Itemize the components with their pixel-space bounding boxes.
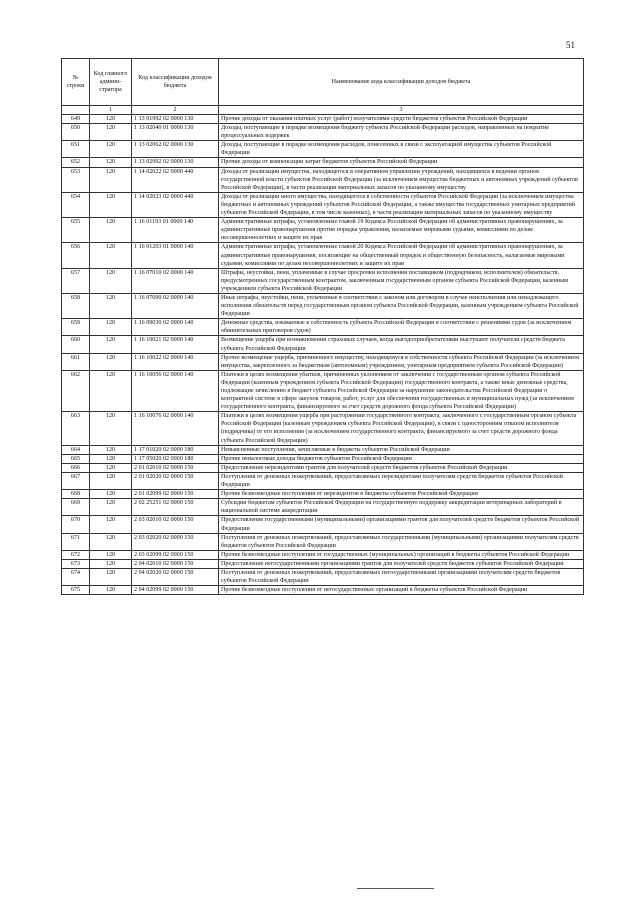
row-number-cell: 657 bbox=[62, 268, 90, 293]
row-number-cell: 672 bbox=[62, 550, 90, 559]
class-code-cell: 1 16 10056 02 0000 140 bbox=[132, 370, 219, 411]
admin-code-cell: 120 bbox=[90, 568, 132, 585]
class-code-cell: 2 01 02010 02 0000 150 bbox=[132, 463, 219, 472]
description-cell: Доходы от реализации иного имущества, находящегося в собственности субъектов Российской Федерации (за исключением имущества бюджетных и автономных учреждений субъектов Российской Федерации, а также имущества государственных унитарных предприятий субъектов Российской Федерации, в том числе казенных), в части реализации материальных запасов по указанному имуществу bbox=[219, 192, 584, 217]
admin-code-cell: 120 bbox=[90, 370, 132, 411]
class-code-cell: 2 04 02020 02 0000 150 bbox=[132, 568, 219, 585]
class-code-cell: 1 16 10022 02 0000 140 bbox=[132, 353, 219, 370]
class-code-cell: 2 04 02010 02 0000 150 bbox=[132, 559, 219, 568]
description-cell: Предоставление государственными (муниципальными) организациями грантов для получателей средств бюджетов субъектов Российской Федерации bbox=[219, 516, 584, 533]
header-name: Наименование кода классификации доходов бюджета bbox=[219, 59, 584, 106]
header-class-code: Код классификации доходов бюджета bbox=[132, 59, 219, 106]
row-number-cell: 658 bbox=[62, 293, 90, 318]
table-row bbox=[62, 218, 584, 243]
description-cell: Поступления от денежных пожертвований, предоставляемых государственными (муниципальными) организациями получателям средств бюджетов субъектов Российской Федерации bbox=[219, 533, 584, 550]
row-number-cell: 668 bbox=[62, 490, 90, 499]
table-row bbox=[62, 319, 584, 336]
description-cell: Административные штрафы, установленные главой 20 Кодекса Российской Федерации об административных правонарушениях, за административные правонарушения, посягающие на общественный порядок и общественную безопасность, налагаемые мировыми судьями, комиссиями по делам несовершеннолетних и защите их прав bbox=[219, 243, 584, 268]
class-code-cell: 1 16 09030 02 0000 140 bbox=[132, 319, 219, 336]
table-row bbox=[62, 516, 584, 533]
admin-code-cell: 120 bbox=[90, 218, 132, 243]
admin-code-cell: 120 bbox=[90, 353, 132, 370]
admin-code-cell: 120 bbox=[90, 268, 132, 293]
row-number-cell: 667 bbox=[62, 472, 90, 489]
class-code-cell: 2 03 02020 02 0000 150 bbox=[132, 533, 219, 550]
description-cell: Поступления от денежных пожертвований, предоставляемых нерезидентами получателям средств бюджетов субъектов Российской Федерации bbox=[219, 472, 584, 489]
admin-code-cell: 120 bbox=[90, 499, 132, 516]
description-cell: Прочие доходы от компенсации затрат бюджетов субъектов Российской Федерации bbox=[219, 158, 584, 167]
table-row bbox=[62, 463, 584, 472]
description-cell: Платежи в целях возмещения ущерба при расторжении государственного контракта, заключенного с государственным органом субъекта Российской Федерации (казенным учреждением субъекта Российской Федерации), в связи с односторонним отказом исполнителя (подрядчика) от его исполнения (за исключением государственного контракта, финансируемого за счет средств дорожного фонда субъекта Российской Федерации) bbox=[219, 412, 584, 445]
description-cell: Прочие неналоговые доходы бюджетов субъектов Российской Федерации bbox=[219, 454, 584, 463]
class-code-cell: 1 16 10076 02 0000 140 bbox=[132, 412, 219, 445]
table-row bbox=[62, 293, 584, 318]
row-number-cell: 659 bbox=[62, 319, 90, 336]
row-number-cell: 664 bbox=[62, 445, 90, 454]
table-row bbox=[62, 472, 584, 489]
header-index: 2 bbox=[132, 106, 219, 115]
admin-code-cell: 120 bbox=[90, 115, 132, 124]
table-row bbox=[62, 353, 584, 370]
description-cell: Прочие безвозмездные поступления от нерезидентов в бюджеты субъектов Российской Федерации bbox=[219, 490, 584, 499]
description-cell: Поступления от денежных пожертвований, предоставляемых негосударственными организациями получателям средств бюджетов субъектов Российской Федерации bbox=[219, 568, 584, 585]
class-code-cell: 1 14 02023 02 0000 440 bbox=[132, 192, 219, 217]
page-number: 51 bbox=[566, 40, 575, 50]
class-code-cell: 2 03 02099 02 0000 150 bbox=[132, 550, 219, 559]
description-cell: Денежные средства, изымаемые в собственность субъекта Российской Федерации в соответствии с решениями судов (за исключением обвинительных приговоров судов) bbox=[219, 319, 584, 336]
description-cell: Доходы от реализации имущества, находящегося в оперативном управлении учреждений, находящихся в ведении органов государственной власти субъектов Российской Федерации (за исключением имущества бюджетных и автономных учреждений субъектов Российской Федерации), в части реализации материальных запасов по указанному имуществу bbox=[219, 167, 584, 192]
class-code-cell: 1 16 01203 01 0000 140 bbox=[132, 243, 219, 268]
admin-code-cell: 120 bbox=[90, 192, 132, 217]
class-code-cell: 1 17 05020 02 0000 180 bbox=[132, 454, 219, 463]
header-admin-code: Код главного админи-стратора bbox=[90, 59, 132, 106]
table-row bbox=[62, 559, 584, 568]
admin-code-cell: 120 bbox=[90, 463, 132, 472]
admin-code-cell: 120 bbox=[90, 445, 132, 454]
row-number-cell: 663 bbox=[62, 412, 90, 445]
description-cell: Предоставление нерезидентами грантов для получателей средств бюджетов субъектов Российской Федерации bbox=[219, 463, 584, 472]
table-row bbox=[62, 336, 584, 353]
admin-code-cell: 120 bbox=[90, 124, 132, 141]
table-row bbox=[62, 499, 584, 516]
row-number-cell: 662 bbox=[62, 370, 90, 411]
header-index: 3 bbox=[219, 106, 584, 115]
row-number-cell: 661 bbox=[62, 353, 90, 370]
description-cell: Возмещение ущерба при возникновении страховых случаев, когда выгодоприобретателями выступают получатели средств бюджета субъекта Российской Федерации bbox=[219, 336, 584, 353]
revenue-classification-table bbox=[61, 58, 584, 595]
table-row bbox=[62, 533, 584, 550]
row-number-cell: 670 bbox=[62, 516, 90, 533]
class-code-cell: 1 16 07090 02 0000 140 bbox=[132, 293, 219, 318]
row-number-cell: 651 bbox=[62, 141, 90, 158]
table-row bbox=[62, 370, 584, 411]
description-cell: Платежи в целях возмещения убытков, причиненных уклонением от заключения с государственным органом субъекта Российской Федерации (казенным учреждением субъекта Российской Федерации) государственного контракта, а также иные денежные средства, подлежащие зачислению в бюджет субъекта Российской Федерации за нарушение законодательства Российской Федерации о контрактной системе в сфере закупок товаров, работ, услуг для обеспечения государственных и муниципальных нужд (за исключением государственного контракта, финансируемого за счет средств дорожного фонда субъекта Российской Федерации) bbox=[219, 370, 584, 411]
class-code-cell: 2 03 02010 02 0000 150 bbox=[132, 516, 219, 533]
class-code-cell: 1 13 01992 02 0000 130 bbox=[132, 115, 219, 124]
class-code-cell: 1 13 02040 01 0000 130 bbox=[132, 124, 219, 141]
table-row bbox=[62, 586, 584, 595]
class-code-cell: 1 13 02992 02 0000 130 bbox=[132, 158, 219, 167]
class-code-cell: 1 16 01193 01 0000 140 bbox=[132, 218, 219, 243]
row-number-cell: 650 bbox=[62, 124, 90, 141]
table-row bbox=[62, 568, 584, 585]
description-cell: Прочие безвозмездные поступления от государственных (муниципальных) организаций в бюджеты субъектов Российской Федерации bbox=[219, 550, 584, 559]
description-cell: Невыясненные поступления, зачисляемые в бюджеты субъектов Российской Федерации bbox=[219, 445, 584, 454]
admin-code-cell: 120 bbox=[90, 454, 132, 463]
table-row bbox=[62, 167, 584, 192]
row-number-cell: 652 bbox=[62, 158, 90, 167]
row-number-cell: 653 bbox=[62, 167, 90, 192]
footer-rule bbox=[357, 888, 434, 889]
row-number-cell: 649 bbox=[62, 115, 90, 124]
row-number-cell: 669 bbox=[62, 499, 90, 516]
admin-code-cell: 120 bbox=[90, 559, 132, 568]
admin-code-cell: 120 bbox=[90, 586, 132, 595]
class-code-cell: 1 16 07010 02 0000 140 bbox=[132, 268, 219, 293]
table-row bbox=[62, 124, 584, 141]
description-cell: Субсидии бюджетам субъектов Российской Федерации на государственную поддержку аккредитации ветеринарных лабораторий в национальной системе аккредитации bbox=[219, 499, 584, 516]
admin-code-cell: 120 bbox=[90, 550, 132, 559]
class-code-cell: 1 14 02022 02 0000 440 bbox=[132, 167, 219, 192]
class-code-cell: 2 01 02099 02 0000 150 bbox=[132, 490, 219, 499]
admin-code-cell: 120 bbox=[90, 336, 132, 353]
description-cell: Штрафы, неустойки, пени, уплаченные в случае просрочки исполнения поставщиком (подрядчиком, исполнителем) обязательств, предусмотренных государственным контрактом, заключенным государственным органом субъекта Российской Федерации, казенным учреждением субъекта Российской Федерации bbox=[219, 268, 584, 293]
table-row bbox=[62, 445, 584, 454]
admin-code-cell: 120 bbox=[90, 158, 132, 167]
class-code-cell: 2 04 02099 02 0000 150 bbox=[132, 586, 219, 595]
admin-code-cell: 120 bbox=[90, 490, 132, 499]
class-code-cell: 2 01 02020 02 0000 150 bbox=[132, 472, 219, 489]
row-number-cell: 674 bbox=[62, 568, 90, 585]
admin-code-cell: 120 bbox=[90, 141, 132, 158]
table-row bbox=[62, 115, 584, 124]
row-number-cell: 675 bbox=[62, 586, 90, 595]
description-cell: Доходы, поступающие в порядке возмещения расходов, понесенных в связи с эксплуатацией имущества субъектов Российской Федерации bbox=[219, 141, 584, 158]
table-row bbox=[62, 454, 584, 463]
description-cell: Прочие безвозмездные поступления от негосударственных организаций в бюджеты субъектов Российской Федерации bbox=[219, 586, 584, 595]
admin-code-cell: 120 bbox=[90, 516, 132, 533]
table-row bbox=[62, 141, 584, 158]
table-row bbox=[62, 158, 584, 167]
row-number-cell: 660 bbox=[62, 336, 90, 353]
admin-code-cell: 120 bbox=[90, 319, 132, 336]
row-number-cell: 671 bbox=[62, 533, 90, 550]
table-row bbox=[62, 192, 584, 217]
admin-code-cell: 120 bbox=[90, 412, 132, 445]
description-cell: Иные штрафы, неустойки, пени, уплаченные в соответствии с законом или договором в случае неисполнения или ненадлежащего исполнения обязательств перед государственным органом субъекта Российской Федерации, казенным учреждением субъекта Российской Федерации bbox=[219, 293, 584, 318]
row-number-cell: 655 bbox=[62, 218, 90, 243]
class-code-cell: 1 17 01020 02 0000 180 bbox=[132, 445, 219, 454]
row-number-cell: 656 bbox=[62, 243, 90, 268]
row-number-cell: 665 bbox=[62, 454, 90, 463]
description-cell: Прочие доходы от оказания платных услуг (работ) получателями средств бюджетов субъектов Российской Федерации bbox=[219, 115, 584, 124]
admin-code-cell: 120 bbox=[90, 293, 132, 318]
header-row-no: № строки bbox=[62, 59, 90, 106]
class-code-cell: 1 13 02062 02 0000 130 bbox=[132, 141, 219, 158]
row-number-cell: 666 bbox=[62, 463, 90, 472]
description-cell: Доходы, поступающие в порядке возмещения бюджету субъекта Российской Федерации расходов, направленных на покрытие процессуальных издержек bbox=[219, 124, 584, 141]
row-number-cell: 654 bbox=[62, 192, 90, 217]
admin-code-cell: 120 bbox=[90, 243, 132, 268]
header-index bbox=[62, 106, 90, 115]
row-number-cell: 673 bbox=[62, 559, 90, 568]
class-code-cell: 1 16 10021 02 0000 140 bbox=[132, 336, 219, 353]
description-cell: Прочее возмещение ущерба, причиненного имуществу, находящемуся в собственности субъекта Российской Федерации (за исключением имущества, закрепленного за бюджетным (автономным) учреждением, унитарным предприятием субъекта Российской Федерации) bbox=[219, 353, 584, 370]
table-row bbox=[62, 412, 584, 445]
table-row bbox=[62, 550, 584, 559]
admin-code-cell: 120 bbox=[90, 472, 132, 489]
table-row bbox=[62, 490, 584, 499]
class-code-cell: 2 02 25251 02 0000 150 bbox=[132, 499, 219, 516]
admin-code-cell: 120 bbox=[90, 167, 132, 192]
table-row bbox=[62, 268, 584, 293]
header-index: 1 bbox=[90, 106, 132, 115]
description-cell: Административные штрафы, установленные главой 19 Кодекса Российской Федерации об административных правонарушениях, за административные правонарушения против порядка управления, налагаемые мировыми судьями, комиссиями по делам несовершеннолетних и защите их прав bbox=[219, 218, 584, 243]
description-cell: Предоставление негосударственными организациями грантов для получателей средств бюджетов субъектов Российской Федерации bbox=[219, 559, 584, 568]
table-row bbox=[62, 243, 584, 268]
admin-code-cell: 120 bbox=[90, 533, 132, 550]
